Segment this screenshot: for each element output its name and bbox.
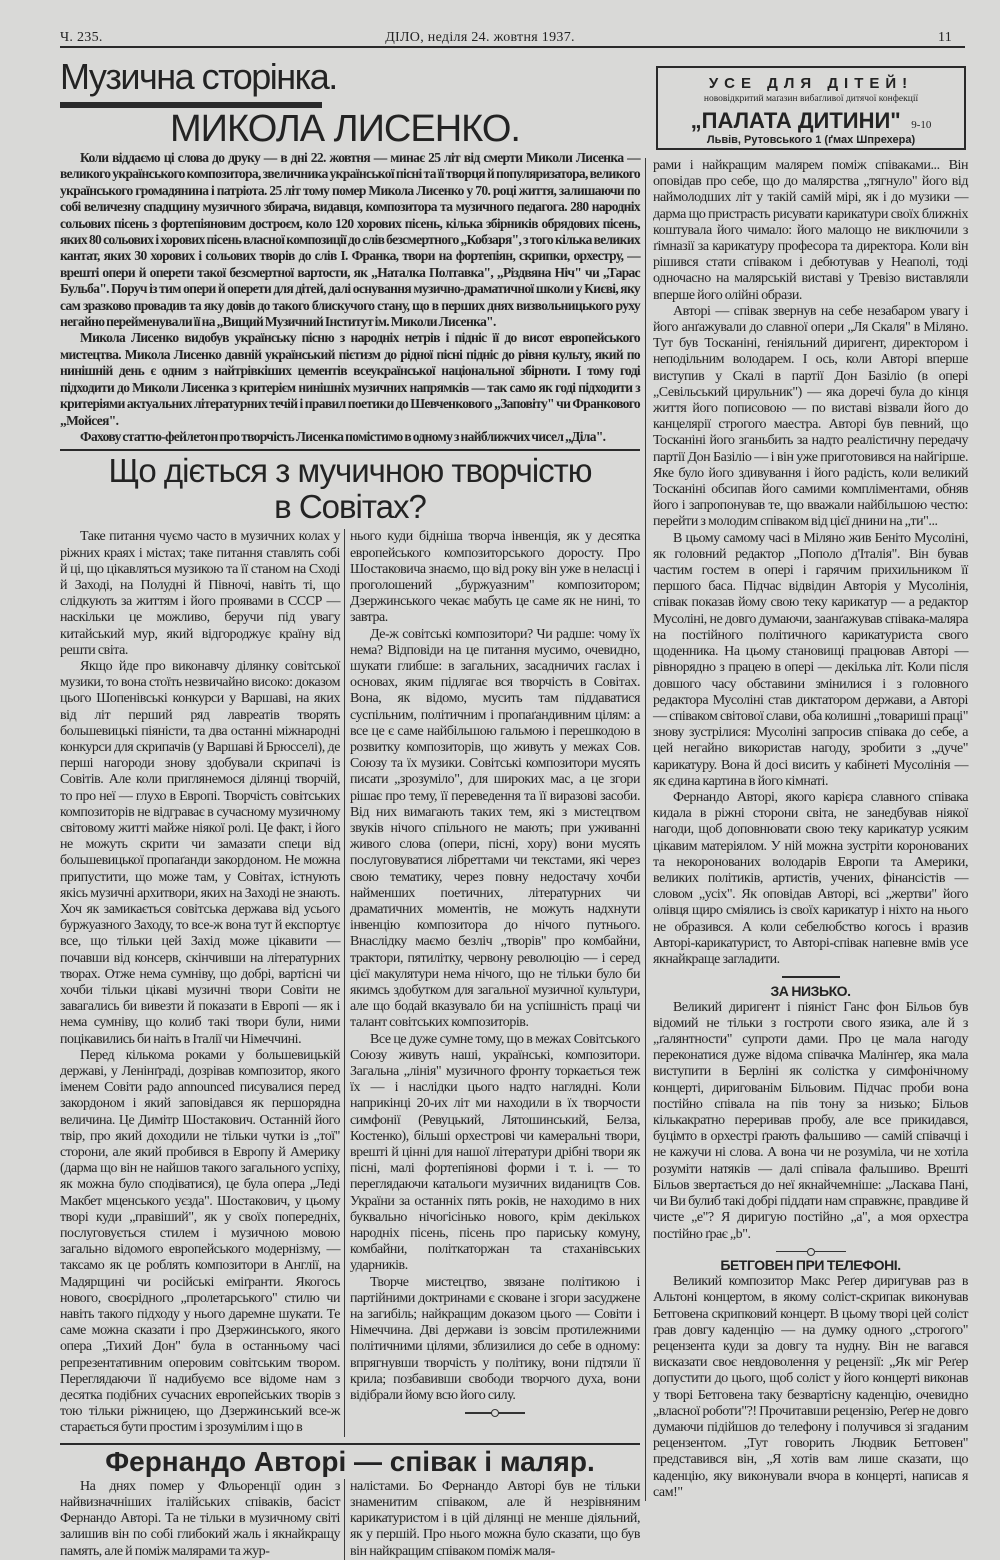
soviet-paragraph: Де-ж совітські композитори? Чи радше: чому їх нема? Відповіди на це питання мусимо, очевидно, шукати глибше: в загальних, засадничих гаслах і основах, яким підлягає вся творчість в Совітах. Вона, як відомо, мусить там піддаватися суспільним, політичним і пропаґандивним цілям: а все це є саме найбільшою гальмою і перешкодою в розвитку композиторів, що живуть у межах Сов. Союзу та їх музики. Совітські композитори мусять писати „зрозуміло", для широких мас, а це згори рішає про тему, її переведення та її виразові засоби. Від них вимагають таких тем, які з мистецтвом звуків нічого спільного не мають; при уживанні живого слова (опери, пісні, хору) вони мусять послуговуватися лібреттами чи текстами, які через свою тематику, через повну недостачу хочби найменших поетичних, літературних чи драматичних моментів, не можуть надхнути інвенцію композитора до нічого путнього. Внаслідку маємо безліч „творів" про комбайни, трактори, пятилітку, червону революцію — і серед цієї макулятури нема нічого, що не тільки було би якимсь здобутком для загальної музичної культури, але що бодай вказувало би на успішність праці чи талант совітських композиторів. [350, 626, 640, 1031]
ad-subline: нововідкритий маґазин вибаґливої дитячої конфекції [703, 94, 919, 104]
lysenko-paragraph: Фахову статтю-фейлетон про творчість Лисенка помістимо в одному з найближчих чисел „Діла". [80, 428, 606, 444]
autori-paragraph: На днях помер у Фльоренції один з найвизначніших італійських співаків, басіст Фернандо Авторі. Та не тільки в музичному світі залишив він по собі глибокий жаль і якнайкращу память, але й поміж малярами та жур- [60, 1478, 340, 1559]
masthead-date: ДІЛО, неділя 24. жовтня 1937. [385, 30, 575, 45]
beethoven-paragraph: Великий композитор Макс Реґер диригував раз в Альтоні концертом, в якому соліст-скрипак виконував Бетговена скрипковий концерт. В цьому творі цей соліст ґрав довгу каденцію — на думку одного „строгого" рецензента куди за довгу та нудну. Він не вагався висказати своє невдоволення у рецензії: „Як міг Реґер допустити до цього, щоб соліст у його концерті виконав у творі Бетговена таку безвартісну каденцію, очевидно „власної роботи"?! Прочитавши рецензію, Реґер не довго думаючи підійшов до телефону і получився зі згаданим рецензентом. „Тут говорить Людвик Бетговен" представився він, „Я хотів вам лише сказати, що каденцію, яку виконували вчора в концерті, написав я сам!" [653, 1274, 968, 1500]
lysenko-title: МИКОЛА ЛИСЕНКО. [170, 108, 520, 150]
lysenko-paragraph: Коли віддаємо ці слова до друку — в дні 22. жовтня — минає 25 літ від смерти Миколи Лисенка — великого українського композитора, звеличника української пісні та її творця й популяризатора, великого українського громадянина і патріота. 25 літ тому помер Микола Лисенко у 70. році життя, залишаючи по собі величезну спадщину музичного збирача, видавця, композитора та музичного педагога. 280 народніх сольових пісень з фортепіяновим достроєм, коло 120 хорових пісень, кілька збірників обрядових пісень, яких 80 сольових і хорових пісень власної композиції до слів безсмертного „Кобзаря", з того кілька великих кантат, яких 30 хорових і сольових творів до слів І. Франка, твори на фортепіян, скрипки, орхестру, — врешті опери й оперети такої безсмертної вартости, як „Наталка Полтавка", „Різдвяна Ніч" чи „Тарас Бульба". Поруч із тим опери й оперети для дітей, далі оснування музично-драматичної школи у Києві, яку сам зразково провадив та яку довів до такого блискучого стану, що в перших днях визвольницького руху негайно перейменували її на „Вищий Музичний Інститут ім. Миколи Лисенка". [60, 150, 640, 330]
soviet-headline-line1: Що діється з мучичною творчістю [108, 452, 592, 490]
soviet-paragraph: Якщо йде про виконавчу ділянку совітської музики, то вона стоїть незвичайно високо: доказом цього Шопенівські конкурси у Варшаві, на яких від літ перший ряд лавреатів творять большевицькі піяністи, та два останні міжнародні конкурси для скрипачів (у Варшаві й Брюсселі), де перші нагороди знову здобували скрипачі із Совітів. Але коли приглянемося ділянці творчій, то про неї — глухо в Европі. Творчість совітських композиторів не відграває в сучасному музичному світовому житті майже ніякої ролі. Це факт, і його не можуть скрити чи замазати специ від большевицької пропаґанди закордоном. Не можна припустити, що може там, у Совітах, істнують якісь музичні архитвори, яких на Заході не знають. Хоч як замикається совітська держава від усього буржуазного Заходу, то все-ж вона тут й експортує все, що тільки цей Захід може цікавити — почавши від консерв, скінчивши на літературних творах. Отже нема сумніву, що добрі, вартісні чи хочби тільки цікаві музичні твори Совіти не завагались би вивезти й показати в Европі — як і нема сумніву, що колиб такі твори були, ними поцікавились би наіть в Італії чи Німеччині. [60, 658, 340, 1047]
ad-hours: 9-10 [911, 119, 932, 131]
header-rule [60, 46, 965, 48]
soviet-paragraph: Таке питання чуємо часто в музичних колах у ріжних краях і містах; таке питання ставлять собі й ці, що цікавляться музикою та її станом на Сході й Заході, на Полудні й Півночі, навіть ті, що слідкують за життям і його проявами в СССР — наскільки це можливо, беручи під увагу китайський мур, який відгороджує країну від решти світа. [60, 529, 340, 658]
page-number: 11 [938, 30, 953, 45]
autori-paragraph: налістами. Бо Фернандо Авторі був не тільки знаменитим співаком, але й незрівняним карикатуристом і в цій ділянці не менше діяльний, як у першій. Про нього можна було сказати, що був він найкращим співаком поміж маля- [350, 1478, 640, 1559]
autori-paragraph: рами і найкращим малярем поміж співаками... Він оповідав про себе, що до малярства „тягнуло" його від наймолодших літ у такій самій мірі, як і до музики — дарма що пристрасть рисувати карикатури своїх ближніх коштувала його чимало: його малощо не виключили з ґімназії за карикатуру професора та директора. Коли він рішився стати співаком і дебютував у Неаполі, тоді одночасно на малярській виставі у Тревізо виставляли вперше його олійні образи. [653, 158, 968, 303]
soviet-headline [60, 453, 640, 525]
ad-headline: УСЕ ДЛЯ ДІТЕЙ! [708, 75, 914, 92]
article-divider [60, 449, 640, 451]
soviet-paragraph: Перед кількома роками у большевицькій державі, у Ленінґраді, дозрівав композитор, якого іменем Совіти радо announced писувалися перед закордоном і який заповідався як першорядна величина. Це Димітр Шостакович. Останній його твір, про який доходили не тільки чутки із „тої" сторони, але який пробився в Европу й Америку (дарма що він не найшов такого загального успіху, як можна було сподіватися), це була опера „Леді Макбет мценського уєзда". Шостакович, у цьому творі куди „правіший", як у своїх попередніх, послуговується стилем і музичною мовою загально відомого европейського модернізму, — таксамо як це роблять композитори в Англії, на Мадярщині чи російські еміґранти. Якогось нового, своєрідного „пролетарського" стилю чи навіть такого підходу у нього даремне шукати. Те саме можна сказати і про Дзержинського, якого опера „Тихий Дон" була в останньому часі репрезентативним оперовим совітським твором. Переглядаючи її надибуємо все відоме нам з десятка подібних сучасних европейських творів з тою тільки ріжницею, що Дзержинський все-ж старається бути простим і зрозумілим і що в [60, 1047, 340, 1436]
advertisement-box [656, 66, 966, 150]
right-column [645, 158, 968, 1501]
autori-paragraph: В цьому самому часі в Міляно жив Беніто Мусоліні, як головний редактор „Пополо д'Італія". Він бував частим гостем в опері і гарячим прихильником її першого баса. Підчас відвідин Авторія у Мусолінія, співак показав йому свою теку карикатур — а редактор Мусоліні, не довго думаючи, заанґажував співака-маляра на постійного політичного карикатуриста свого щоденника. На цьому становищі працював Авторі — рівнорядно з працею в опері — декілька літ. Коли після довшого часу обставини змінилися і з головного редактора Мусоліні став диктатором держави, а Авторі — співаком світової слави, оба колишні „товариші праці" знову зустрілися: Мусоліні запросив співака до себе, а цей негайно використав нагоду, зробити з „дуче" карикатуру. Вона й досі висить у кабінеті Мусолінія — як єдина картина в його кімнаті. [653, 530, 968, 789]
autori-column-2 [345, 1479, 640, 1560]
short-divider [782, 976, 840, 978]
autori-paragraph: Авторі — співак звернув на себе незабаром увагу і його анґажували до славної опери „Ля Скаля" в Міляно. Тут був Тосканіні, ґеніяльний диригент, директором і неподільним володарем. І ось, коли Авторі вперше виступив у Скалі в партії Дон Базіліо (в опері „Севільський цирульник") — яка доречі була до кінця життя його пописовою — по виставі візвали його до канцелярії строгого маестра. Авторі був певний, що Тосканіні його зганьбить за надто реалістичну передачу партії Дон Базіліо — і він уже приготовився на найгірше. Яке було його здивування і його радість, коли великий Тосканіні обсипав його самими компліментами, обняв його і запропонував те, що вважали найбільшою честю: перейти з молодим співаком від цієї днини на „ти"... [653, 303, 968, 530]
lysenko-article [60, 150, 640, 445]
za-nyzko-paragraph: Великий диригент і піяніст Ганс фон Більов був відомий не тільки з гостроти свого язика, але й з „ґалянтности" супроти дами. Про це мала нагоду переконатися дуже відома співачка Малінґер, яка мала виступити в Берліні як солістка у симфонічному концерті, диригованім Більовим. Підчас проби вона постійно співала на пів тону за низько; Більов кількакратно переривав пробу, але все прикидався, буцімто в орхестрі ґрають фальшиво — самій співачці і не кажучи ні слова. А вона чи не розуміла, чи не хотіла розуміти натяків — далі співала фальшиво. Врешті Більов звертається до неї якнайчемніше: „Ласкава Пані, чи Ви булиб такі добрі піддати нам справжнє, правдиве й чисте „е"? Я диригую постійно „а", а моя орхестра постійно ґрає „b". [653, 999, 968, 1242]
soviet-columns [60, 529, 640, 1436]
autori-paragraph: Фернандо Авторі, якого карієра славного співака кидала в ріжні сторони світа, не занедбував ніякої нагоди, щоб доповнювати свою теку карикатур усяким цікавим матеріялом. У ній можна зустріти коронованих та некоронованих володарів Европи та Америки, великих політиків, артистів, учених, фінансістів — словом „усіх". Як оповідав Авторі, всі „жертви" його олівця щиро сміялись із своїх карикатур і ніхто на нього не образився. А коли себелюбство когось і вразив Авторі-карикатурист, то Авторі-співак напевне вмів усе якнайкраще загладити. [653, 789, 968, 967]
ad-shop-name: „ПАЛАТА ДИТИНИ" [690, 108, 901, 133]
soviet-paragraph: Все це дуже сумне тому, що в межах Совітського Союзу живуть наші, українські, композитори. Загальна „лінія" музичного фронту торкається теж їх — і наслідки цього надто наглядні. Коли наприкінці 20-их літ ми находили в їх творчости симфонії (Ревуцький, Лятошинський, Белза, Костенко), більші орхестрові чи камеральні твори, врешті й цінні для нашої літератури дрібні твори як пісні, малі фортепіянові форми і т. і. — то переглядаючи катальоги музичних видаництв Сов. України за останніх пять років, не находимо в них буквально нічогісінько нового, крім декількох народніх пісень, пісень про париську комуну, комбайни, політкаторжан та стаханівських ударників. [350, 1031, 640, 1274]
end-ornament [776, 1251, 846, 1253]
main-column [60, 54, 640, 1560]
soviet-headline-line2: в Совітах? [274, 488, 426, 526]
beethoven-title: БЕТГОВЕН ПРИ ТЕЛЕФОНІ. [720, 1257, 901, 1274]
autori-columns [60, 1479, 640, 1560]
end-ornament [465, 1412, 525, 1414]
lysenko-paragraph: Микола Лисенко видобув українську пісню з народніх нетрів і підніс її до висот европейського мистецтва. Микола Лисенко давній український пієтизм до рідної пісні підніс до рівня культу, який по нинішній день є одним з найтрівкіших цементів всеукраїнської національної збірноти. І тому годі підходити до Миколи Лисенка з критерієм нинішніх музичних напрямків — так само як годі підходити з критеріями актуальних літературних течій і правил поетики до Шевченкового „Заповіту" чи Франкового „Мойсея". [60, 330, 640, 428]
soviet-paragraph: нього куди бідніша творча інвенція, як у десятка европейського композиторського доросту. Про Шостаковича знаємо, що від року він уже в неласці і проголошений „буржуазним" композитором; Дзержинського чекає мабуть це саме як не нині, то завтра. [350, 529, 640, 626]
autori-headline: Фернандо Авторі — співак і маляр. [105, 1445, 595, 1477]
section-title: Музична сторінка. [60, 56, 337, 97]
ad-address: Львів, Рутовського 1 (ґмах Шпрехера) [706, 134, 916, 146]
soviet-paragraph: Творче мистецтво, звязане політикою і партійними доктринами є сковане і згори засуджене на загибіль; найкращим доказом цього — Совіти і Німеччина. Дві держави із зовсім протилежними політичними цілями, зблизилися до себе в одному: впрягнувши творчість у політику, вони підтяли її крила; позбавивши свободи творчого духа, вони відібрали йому всю його силу. [350, 1274, 640, 1404]
autori-column-1 [60, 1479, 345, 1560]
za-nyzko-title: ЗА НИЗЬКО. [770, 982, 851, 999]
soviet-column-1 [60, 529, 345, 1436]
soviet-column-2 [345, 529, 640, 1436]
issue-number: Ч. 235. [60, 30, 103, 45]
